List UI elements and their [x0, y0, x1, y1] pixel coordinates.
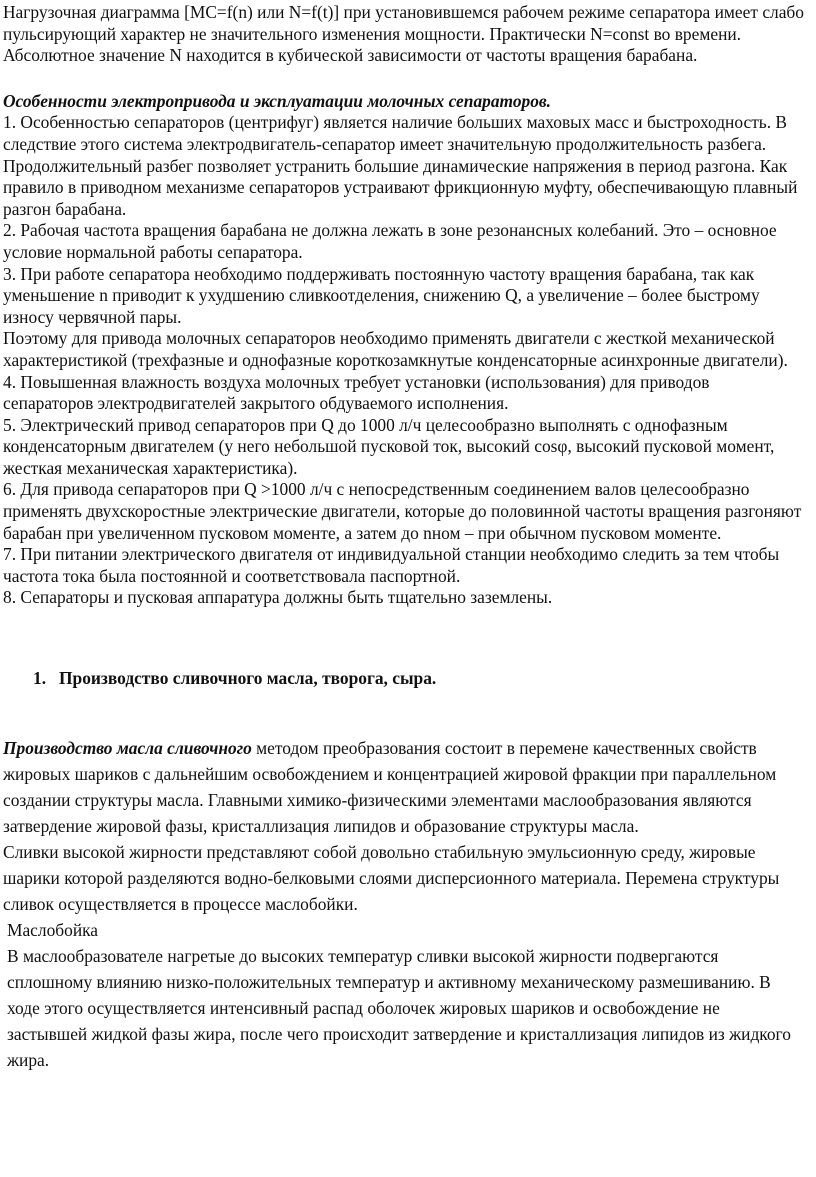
butter-paragraph-2: Сливки высокой жирности представляют собой довольно стабильную эмульсионную среду, жировые шарики которой разделяются водно-белковыми слоями дисперсионного материала. Перемена структуры сливок осуществляется в процессе маслобойки.: [3, 842, 780, 915]
butter-subheading: Маслобойка: [7, 920, 99, 941]
section-number: 1.: [33, 668, 47, 689]
butter-section: [3, 735, 804, 1073]
feature-item-8: 8. Сепараторы и пусковая аппаратура должны быть тщательно заземлены.: [3, 587, 553, 608]
butter-paragraph-1: [3, 735, 804, 839]
butter-paragraph-3: В маслообразователе нагретые до высоких температур сливки высокой жирности подвергаются сплошному влиянию низко-положительных температур и активному механическому размешиванию. В ходе этого осуществляется интенсивный распад оболочек жировых шариков и освобождение не застывшей жидкой фазы жира, после чего происходит затвердение и кристаллизация липидов из жидкого жира.: [7, 946, 791, 1071]
feature-item-3: 3. При работе сепаратора необходимо поддерживать постоянную частоту вращения барабана, так как уменьшение n приводит к ухудшению сливкоотделения, снижению Q, а увеличение – более быстрому износу червячной пары.: [3, 263, 760, 327]
section-title: Производство сливочного масла, творога, сыра.: [59, 668, 437, 689]
feature-item-7: 7. При питании электрического двигателя от индивидуальной станции необходимо следить за тем чтобы частота тока была постоянной и соответствовала паспортной.: [3, 544, 780, 586]
feature-item-5: 5. Электрический привод сепараторов при Q до 1000 л/ч целесообразно выполнять с однофазным конденсаторным двигателем (у него небольшой пусковой ток, высокий cosφ, высокий пусковой момент, жесткая механическая характеристика).: [3, 414, 775, 478]
feature-item-2: 2. Рабочая частота вращения барабана не должна лежать в зоне резонансных колебаний. Это – основное условие нормальной работы сепаратора.: [3, 220, 777, 262]
intro-text: Нагрузочная диаграмма [МС=f(n) или N=f(t)] при установившемся рабочем режиме сепаратора имеет слабо пульсирующий характер не значительного изменения мощности. Практически N=const во времени. Абсолютное значение N находится в кубической зависимости от частоты вращения барабана.: [3, 2, 804, 66]
feature-item-3-followup: Поэтому для привода молочных сепараторов необходимо применять двигатели с жесткой механической характеристикой (трехфазные и однофазные короткозамкнутые конденсаторные асинхронные двигатели).: [3, 328, 788, 370]
feature-item-1: 1. Особенностью сепараторов (центрифуг) является наличие больших маховых масс и быстроходность. В следствие этого система электродвигатель-сепаратор имеет значительную продолжительность разбега. Продолжительный разбег позволяет устранить большие динамические напряжения в период разгона. Как правило в приводном механизме сепараторов устраивают фрикционную муфту, обеспечивающую плавный разгон барабана.: [3, 112, 798, 219]
intro-paragraph: [3, 2, 804, 67]
features-title: Особенности электропривода и эксплуатации молочных сепараторов.: [3, 90, 552, 111]
section-heading: [3, 667, 804, 689]
butter-lead-rest: методом преобразования состоит в перемене качественных свойств жировых шариков с дальнейшим освобождением и концентрацией жировой фракции при параллельном создании структуры масла. Главными химико-физическими элементами маслообразования являются затвердение жировой фазы, кристаллизация липидов и образование структуры масла.: [3, 738, 777, 837]
features-section: [3, 91, 804, 609]
butter-lead-term: Производство масла сливочного: [3, 738, 252, 759]
feature-item-4: 4. Повышенная влажность воздуха молочных требует установки (использования) для приводов сепараторов электродвигателей закрытого обдуваемого исполнения.: [3, 371, 710, 414]
feature-item-6: 6. Для привода сепараторов при Q >1000 л/ч с непосредственным соединением валов целесообразно применять двухскоростные электрические двигатели, которые до половинной частоты вращения разгоняют барабан при увеличенном пусковом моменте, а затем до nном – при обычном пусковом моменте.: [3, 479, 802, 543]
